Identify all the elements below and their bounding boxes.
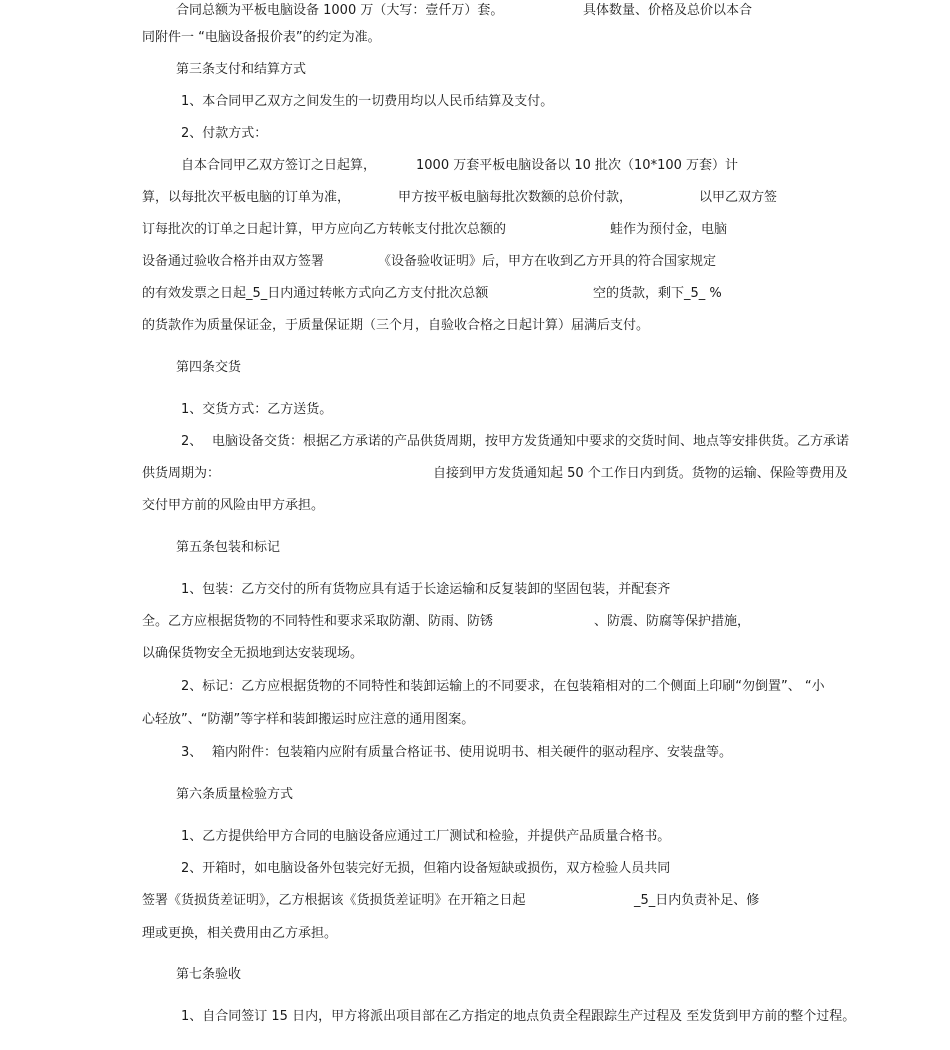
packaging-line-3: 以确保货物安全无损地到达安装现场。	[142, 646, 364, 661]
contract-page: 合同总额为平板电脑设备 1000 万（大写：壹仟万）套。 具体数量、价格及总价以本合 同附件一 “电脑设备报价表”的约定为准。 第三条支付和结算方式 1、本合同甲乙双方之间发生的一切费用均以人民币结算及支付。 2、付款方式： 自本合同甲乙双方签订之日起算， 1000 万套平板电脑设备以 10 批次（10*100 万套）计 算，以每批次平板电脑的订单为准， 甲方按平板电脑每批次数额的总价付款， 以甲乙双方签 订每批次的订单之日起计算，甲方应向乙方转帐支付批次总额的 蛙作为预付金，电脑 设备通过验收合格并由双方签署 《设备验收证明》后，甲方在收到乙方开具的符合国家规定 的有效发票之日起_5_日内通过转帐方式向乙方支付批次总额 空的货款，剩下_5_ % 的货款作为质量保证金，于质量保证期（三个月，自验收合格之日起计算）届满后支付。 第四条交货 1、交货方式：乙方送货。 2、 电脑设备交货：根据乙方承诺的产品供货周期，按甲方发货通知中要求的交货时间、地点等安排供货。乙方承诺 供货周期为： 自接到甲方发货通知起 50 个工作日内到货。货物的运输、保险等费用及 交付甲方前的风险由甲方承担。 第五条包装和标记 1、包装：乙方交付的所有货物应具有适于长途运输和反复装卸的坚固包装，并配套齐 全。乙方应根据货物的不同特性和要求采取防潮、防雨、防锈 、防震、防腐等保护措施， 以确保货物安全无损地到达安装现场。 2、标记：乙方应根据货物的不同特性和装卸运输上的不同要求，在包装箱相对的二个侧面上印刷“勿倒置”、 “小 心轻放”、“防潮”等字样和装卸搬运时应注意的通用图案。 3、 箱内附件：包装箱内应附有质量合格证书、使用说明书、相关硬件的驱动程序、安装盘等。 第六条质量检验方式 1、乙方提供给甲方合同的电脑设备应通过工厂测试和检验，并提供产品质量合格书。 2、开箱时，如电脑设备外包装完好无损，但箱内设备短缺或损伤，双方检验人员共同 签署《货损货差证明》，乙方根据该《货损货差证明》在开箱之日起 _5_日内负责补足、修 理或更换，相关费用由乙方承担。 第七条验收 1、自合同签订 15 日内，甲方将派出项目部在乙方指定的地点负责全程跟踪生产过程及 至发货到甲方前的整个过程。	[142, 3, 856, 1024]
article-7-heading: 第七条验收	[176, 967, 242, 982]
article-3-heading: 第三条支付和结算方式	[176, 62, 307, 77]
article-6-heading: 第六条质量检验方式	[176, 787, 294, 802]
payment-method-label: 2、付款方式：	[181, 126, 268, 141]
inspection-line-1: 1、乙方提供给甲方合同的电脑设备应通过工厂测试和检验，并提供产品质量合格书。	[181, 829, 671, 844]
marking-line-1: 2、标记：乙方应根据货物的不同特性和装卸运输上的不同要求，在包装箱相对的二个侧面上印刷“勿倒置”、 “小	[181, 679, 825, 694]
total-amount-text: 合同总额为平板电脑设备 1000 万（大写：壹仟万）套。	[176, 3, 504, 18]
quantity-price-text: 具体数量、价格及总价以本合	[583, 3, 753, 18]
article-5-heading: 第五条包装和标记	[176, 540, 281, 555]
article-4-heading: 第四条交货	[176, 360, 242, 375]
marking-line-2: 心轻放”、“防潮”等字样和装卸搬运时应注意的通用图案。	[142, 712, 475, 727]
delivery-method-clause: 1、交货方式：乙方送货。	[181, 402, 333, 417]
payment-line-6: 的货款作为质量保证金，于质量保证期（三个月，自验收合格之日起计算）届满后支付。	[142, 318, 650, 333]
currency-clause: 1、本合同甲乙双方之间发生的一切费用均以人民币结算及支付。	[181, 94, 554, 109]
inspection-line-4: 理或更换，相关费用由乙方承担。	[142, 926, 338, 941]
packaging-line-1: 1、包装：乙方交付的所有货物应具有适于长途运输和反复装卸的坚固包装，并配套齐	[181, 582, 671, 597]
annex-reference-line: 同附件一 “电脑设备报价表”的约定为准。	[142, 30, 381, 45]
delivery-line-3: 交付甲方前的风险由甲方承担。	[142, 498, 325, 513]
acceptance-line-1: 1、自合同签订 15 日内，甲方将派出项目部在乙方指定的地点负责全程跟踪生产过程及 至发货到甲方前的整个过程。	[181, 1009, 856, 1024]
inspection-line-2: 2、开箱时，如电脑设备外包装完好无损，但箱内设备短缺或损伤，双方检验人员共同	[181, 861, 671, 876]
